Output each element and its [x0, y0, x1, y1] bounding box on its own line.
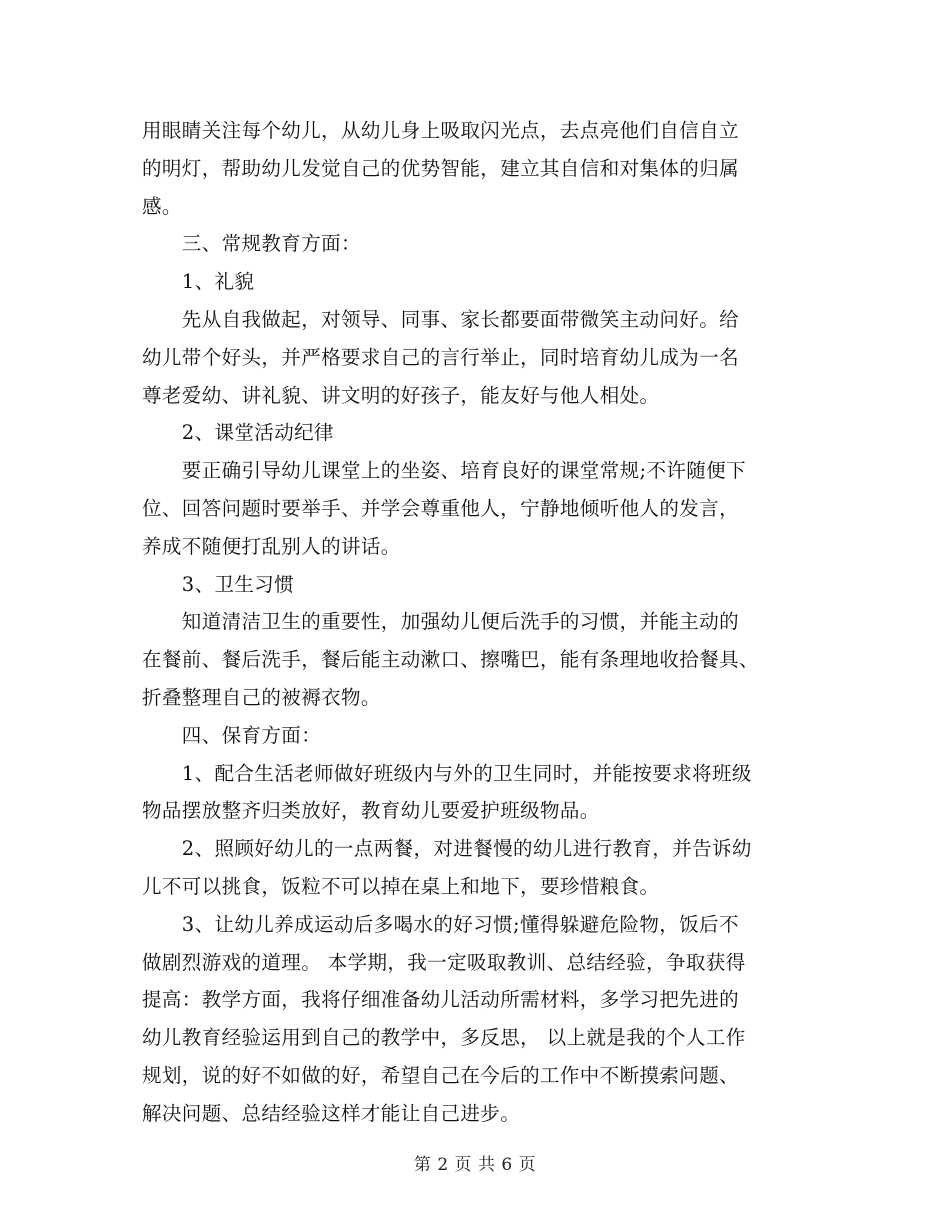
- subsection-heading: 1、礼貌: [142, 270, 255, 294]
- page-number-footer: 第 2 页 共 6 页: [413, 1155, 537, 1175]
- text-line: 3、让幼儿养成运动后多喝水的好习惯;懂得躲避危险物，饭后不: [142, 912, 739, 936]
- text-line: 解决问题、总结经验这样才能让自己进步。: [142, 1101, 521, 1125]
- text-line: 要正确引导幼儿课堂上的坐姿、培育良好的课堂常规;不许随便下: [142, 459, 746, 483]
- section-heading: 三、常规教育方面：: [142, 232, 361, 256]
- text-line: 2、照顾好幼儿的一点两餐，对进餐慢的幼儿进行教育，并告诉幼: [142, 837, 752, 861]
- text-line: 折叠整理自己的被褥衣物。: [142, 685, 381, 709]
- text-line: 感。: [142, 194, 182, 218]
- section-heading: 四、保育方面：: [142, 723, 322, 747]
- text-line: 1、配合生活老师做好班级内与外的卫生同时，并能按要求将班级: [142, 761, 752, 785]
- text-line: 尊老爱幼、讲礼貌、讲文明的好孩子，能友好与他人相处。: [142, 383, 660, 407]
- text-line: 位、回答问题时要举手、并学会尊重他人，宁静地倾听他人的发言，: [142, 496, 740, 520]
- text-line: 幼儿教育经验运用到自己的教学中，多反思， 以上就是我的个人工作: [142, 1026, 746, 1050]
- text-line: 先从自我做起，对领导、同事、家长都要面带微笑主动问好。给: [142, 307, 740, 331]
- subsection-heading: 2、课堂活动纪律: [142, 421, 334, 445]
- text-line: 在餐前、餐后洗手，餐后能主动漱口、擦嘴巴，能有条理地收拾餐具、: [142, 648, 759, 672]
- text-line: 知道清洁卫生的重要性，加强幼儿便后洗手的习惯，并能主动的: [142, 610, 740, 634]
- text-line: 幼儿带个好头，并严格要求自己的言行举止，同时培育幼儿成为一名: [142, 345, 740, 369]
- text-line: 做剧烈游戏的道理。 本学期，我一定吸取教训、总结经验，争取获得: [142, 950, 746, 974]
- text-line: 儿不可以挑食，饭粒不可以掉在桌上和地下，要珍惜粮食。: [142, 874, 660, 898]
- text-line: 的明灯，帮助幼儿发觉自己的优势智能，建立其自信和对集体的归属: [142, 156, 740, 180]
- text-line: 规划，说的好不如做的好，希望自己在今后的工作中不断摸索问题、: [142, 1063, 740, 1087]
- document-body: [142, 112, 810, 1133]
- text-line: 用眼睛关注每个幼儿，从幼儿身上吸取闪光点，去点亮他们自信自立: [142, 119, 740, 142]
- text-line: 养成不随便打乱别人的讲话。: [142, 534, 401, 558]
- text-line: 提高：教学方面，我将仔细准备幼儿活动所需材料，多学习把先进的: [142, 988, 740, 1012]
- text-line: 物品摆放整齐归类放好，教育幼儿要爱护班级物品。: [142, 799, 600, 823]
- subsection-heading: 3、卫生习惯: [142, 572, 295, 596]
